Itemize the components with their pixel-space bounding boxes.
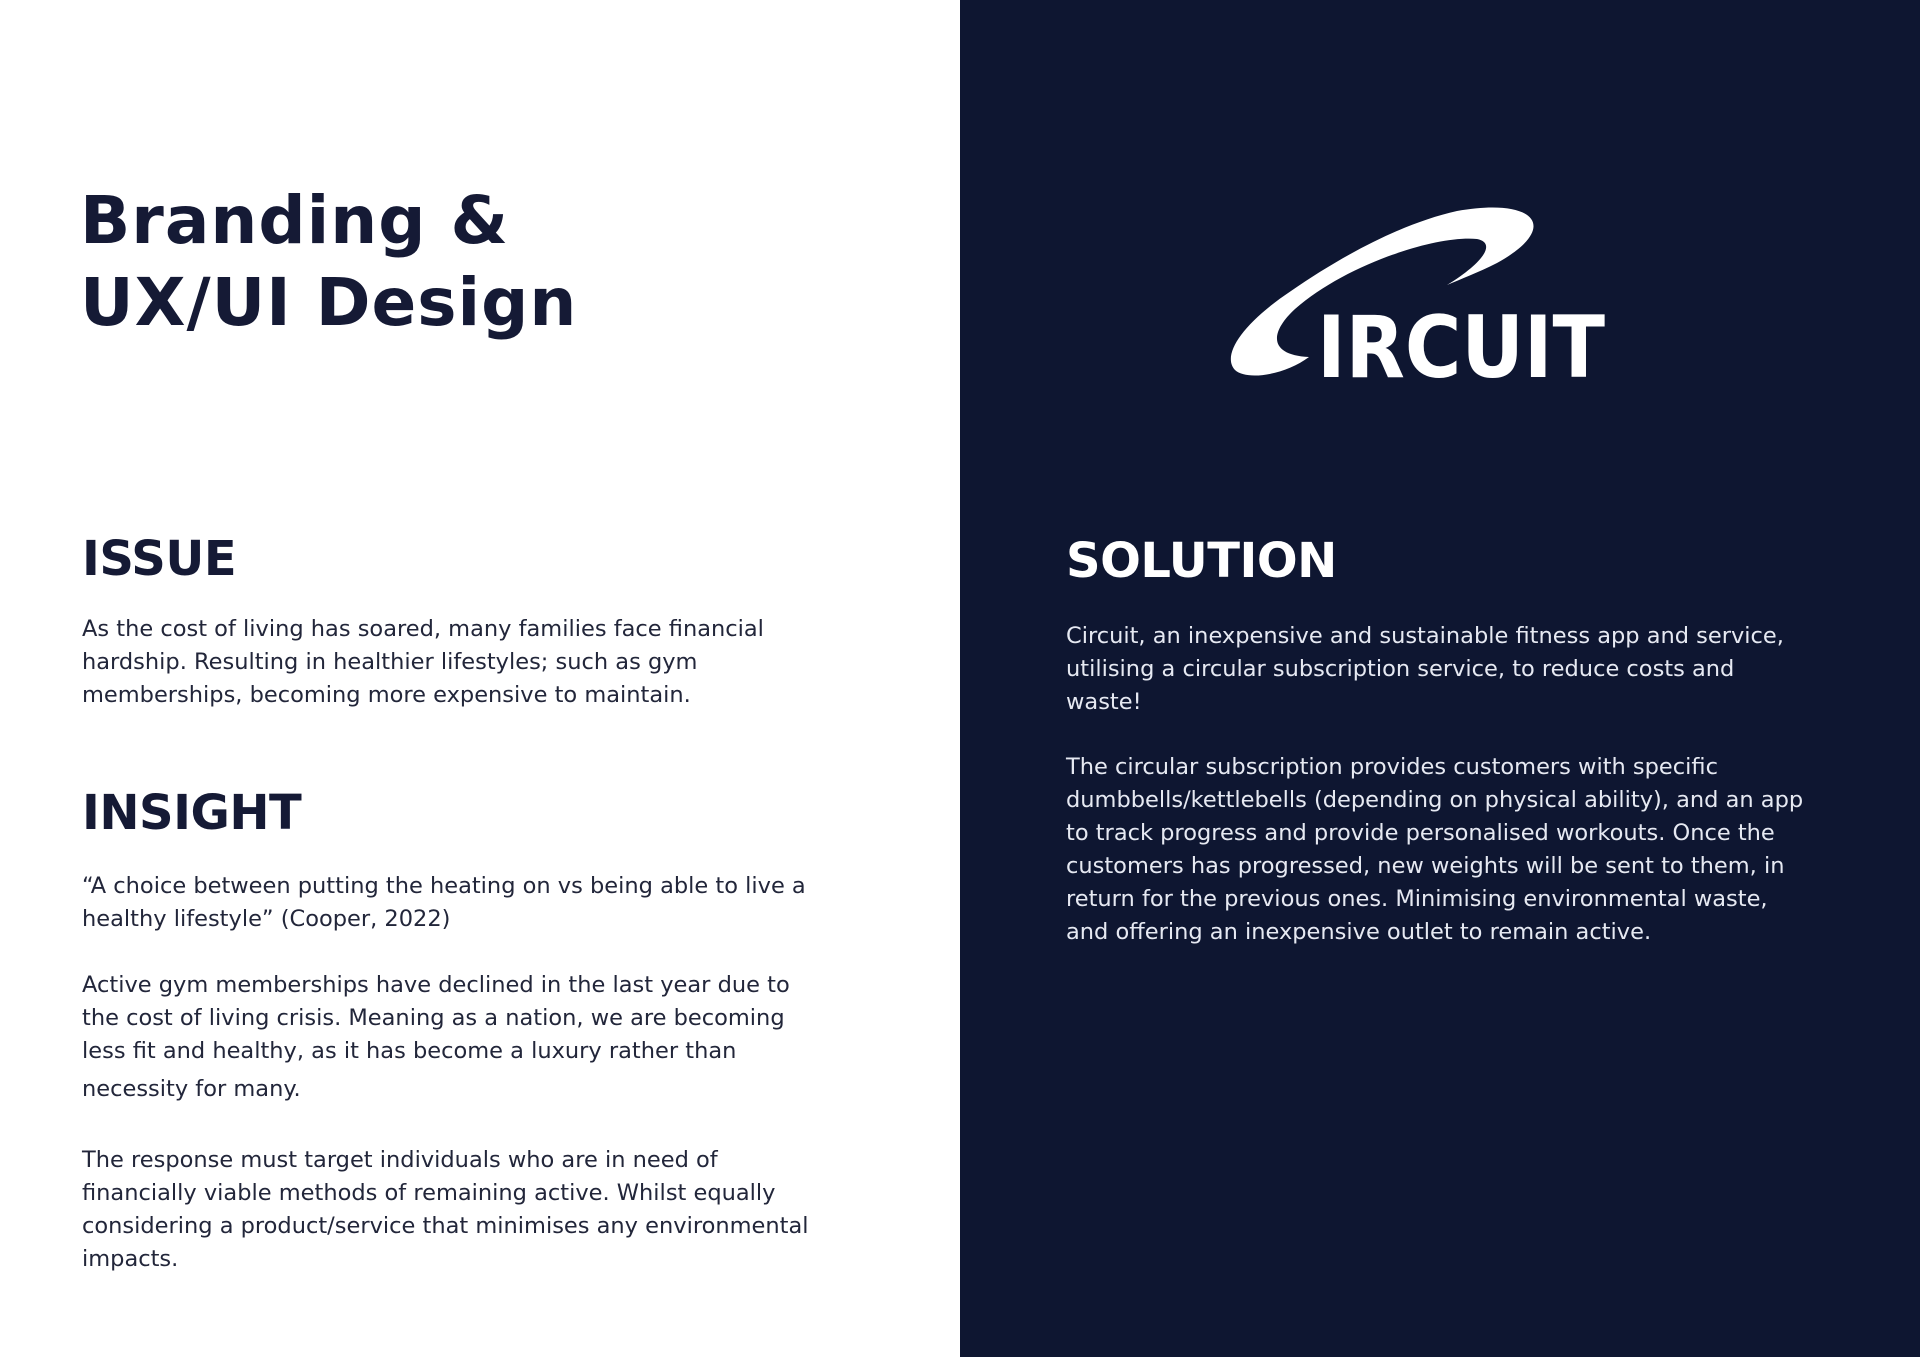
insight-line: Active gym memberships have declined in the last year due to (82, 972, 790, 998)
issue-line: memberships, becoming more expensive to maintain. (82, 682, 691, 708)
solution-line: and offering an inexpensive outlet to remain active. (1066, 919, 1652, 945)
issue-paragraph (82, 613, 764, 712)
page-title (80, 180, 577, 344)
issue-line: hardship. Resulting in healthier lifestyles; such as gym (82, 649, 698, 675)
insight-quote-line: healthy lifestyle” (Cooper, 2022) (82, 906, 451, 932)
solution-line: to track progress and provide personalised workouts. Once the (1066, 820, 1775, 846)
solution-line: Circuit, an inexpensive and sustainable fitness app and service, (1066, 623, 1784, 649)
insight-line: considering a product/service that minimises any environmental (82, 1213, 809, 1239)
insight-line: the cost of living crisis. Meaning as a nation, we are becoming (82, 1005, 785, 1031)
insight-line: impacts. (82, 1246, 179, 1272)
solution-heading: SOLUTION (1066, 533, 1337, 589)
solution-line: waste! (1066, 689, 1142, 715)
page-title-line-2: UX/UI Design (80, 264, 578, 341)
issue-line: As the cost of living has soared, many families face financial (82, 616, 764, 642)
circuit-logo (1225, 205, 1615, 385)
logo-wordmark: IRCUIT (1317, 298, 1606, 385)
insight-quote-line: “A choice between putting the heating on vs being able to live a (82, 873, 806, 899)
solution-line: dumbbells/kettlebells (depending on physical ability), and an app (1066, 787, 1804, 813)
solution-line: The circular subscription provides customers with specific (1066, 754, 1718, 780)
solution-line: customers has progressed, new weights will be sent to them, in (1066, 853, 1785, 879)
page-title-line-1: Branding & (80, 182, 510, 259)
solution-line: return for the previous ones. Minimising environmental waste, (1066, 886, 1768, 912)
insight-line: less fit and healthy, as it has become a luxury rather than (82, 1038, 737, 1064)
insight-paragraph-1 (82, 969, 790, 1106)
insight-line: necessity for many. (82, 1076, 301, 1102)
solution-line: utilising a circular subscription service, to reduce costs and (1066, 656, 1735, 682)
insight-heading: INSIGHT (82, 785, 302, 841)
insight-line: financially viable methods of remaining active. Whilst equally (82, 1180, 776, 1206)
issue-heading: ISSUE (82, 531, 237, 587)
solution-paragraph-2 (1066, 751, 1803, 949)
solution-paragraph-1 (1066, 620, 1784, 719)
insight-quote (82, 870, 806, 936)
insight-paragraph-2 (82, 1144, 808, 1276)
insight-line: The response must target individuals who are in need of (82, 1147, 718, 1173)
